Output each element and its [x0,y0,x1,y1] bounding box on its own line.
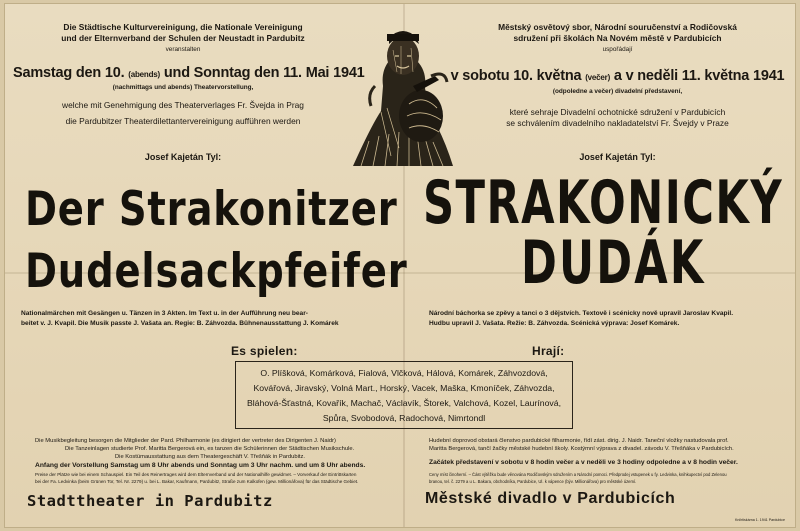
czech-subtitle [429,309,733,329]
czech-organizers [445,22,790,55]
czech-date-a: v sobotu 10. května [450,68,582,84]
german-cast-heading: Es spielen: [231,344,298,358]
czech-author: Josef Kajetán Tyl: [579,152,656,162]
german-date [13,65,365,83]
czech-date-a-note: (večer) [585,73,611,82]
german-subtitle [21,309,339,329]
german-date-a-note: (abends) [128,70,161,79]
german-perm-line-1: welche mit Genehmigung des Theaterverlages Fr. Švejda in Prag [62,100,304,110]
czech-sub-line-1: Národní báchorka se zpěvy a tanci o 3 dějstvích. Textově i scénicky nově upravil Jaroslav Kvapil. [429,310,734,317]
german-note-1: Die Musikbegleitung besorgen die Mitglieder der Pard. Philharmonie (es dirigiert der vertreter des Dirigenten J. Naidr) [35,438,336,444]
czech-note-2: Maritta Bergerová, tančí žačky městské hudební školy. Kostýmní výprava z divadel. závodu V. Třešňáka v Pardubicích. [429,446,734,452]
czech-fine-1: Ceny míst činoherní. – Část výtěžku bude věnována Rodičovským sdružením a Národní pomoci. Předprodej vstupenek u fy. Ledvinka, knihkupectví pod Zelenou [429,472,727,477]
poster [4,3,796,528]
german-perm-line-2: die Pardubitzer Theaterdilettantervereinigung aufführen werden [65,116,301,126]
german-title-line-1: Der Strakonitzer [25,182,398,237]
czech-date-sub: (odpoledne a večer) divadelní představení, [552,88,683,95]
czech-start-time: Začátek představení v sobotu v 8 hodin večer a v neděli ve 3 hodiny odpoledne a v 8 hodin večer. [429,459,738,466]
german-fine-1: Preise der Plätze wie bei einem Schauspiel. Ein Teil des Reinertrages wird dem Elternverband und der Nationalhilfe gewidmet. – Vorverkauf der Eintrittskarten [35,472,357,477]
german-org-line-2: und der Elternverband der Schulen der Neustadt in Pardubitz [61,33,305,43]
german-venue: Stadttheater in Pardubitz [27,492,273,510]
cast-line-3: Bláhová-Šťastná, Kovařík, Machač, Václavík, Štorek, Valchová, Kozel, Laurínová, [246,398,562,408]
czech-cast-heading: Hrají: [532,344,565,358]
german-date-sub: (nachmittags und abends) Theatervorstellung, [112,84,254,91]
czech-note-1: Hudební doprovod obstará členstvo pardubické filharmonie, řídí zást. dirig. J. Naidr. Taneční vložky nastudovala prof. [429,438,729,444]
german-note-2: Die Tanzeinlagen studierte Prof. Maritta Bergerová ein, es tanzen die Schülerinnen der Städtischen Musikschule. [65,446,355,452]
german-title-line-2: Dudelsackpfeifer [25,244,408,299]
bagpiper-woodcut-illustration [351,16,455,174]
german-fine-2: bei der Fa. Ledvinka (beim Grünen Tor, Tel. Nr. 2279) u. bei L. Bakar, Kaufmann, Pardubitz, Straße zum Kalkofen (gew. Millionářova) für das Städtische Gebiet. [35,479,359,484]
german-date-b: und Sonntag den 11. Mai 1941 [163,65,365,81]
cast-line-1: O. Plíšková, Komárková, Fialová, Vlčková, Hálová, Komárek, Záhvozdová, [260,368,548,378]
german-sub-line-1: Nationalmärchen mit Gesängen u. Tänzen in 3 Akten. Im Text u. in der Aufführung neu bear- [21,310,308,317]
german-note-3: Die Kostümausstattung aus dem Theatergeschäft V. Třešňák in Pardubitz. [115,454,306,460]
czech-venue: Městské divadlo v Pardubicích [425,490,676,507]
printer-mark: Knihtiskárna 1. 1941 Pardubice [735,518,785,522]
german-date-a: Samstag den 10. [13,65,125,81]
czech-org-line-2: sdružení při školách Na Novém městě v Pardubicích [513,33,722,43]
czech-usporadaji: uspořádají [602,46,633,53]
czech-title-line-2: DUDÁK [521,228,706,298]
german-organizers [13,22,353,55]
german-sub-line-2: beitet v. J. Kvapil. Die Musik passte J. Vašata an. Regie: B. Záhvozda. Bühnenausstattung J. Komárek [21,320,339,327]
german-start-time: Anfang der Vorstellung Samstag um 8 Uhr abends und Sonntag um 3 Uhr nachm. und um 8 Uhr abends. [35,462,366,469]
german-org-line-1: Die Städtische Kulturvereinigung, die Nationale Vereinigung [63,22,303,32]
czech-org-line-1: Městský osvětový sbor, Národní souručenství a Rodičovská [498,22,737,32]
czech-fine-2: branou, tel. č. 2279 a u L. Bakara, obchodníka, Pardubice, Ul. k vápence (býv. Millionářova) pro městské území. [429,479,637,484]
czech-date [445,68,790,86]
cast-line-2: Kovářová, Jiravský, Volná Mart., Horský, Vacek, Maška, Kmoníček, Záhvozda, [253,383,555,393]
czech-title-line-1: STRAKONICKÝ [423,168,784,238]
czech-perm-line-2: se schválením divadelního nakladatelství Fr. Švejdy v Praze [506,118,729,128]
czech-perm-line-1: které sehraje Divadelní ochotnické sdružení v Pardubicích [509,107,726,117]
cast-line-4: Spůra, Svobodová, Radochová, Nimrtondl [322,413,486,423]
czech-date-b: a v neděli 11. května 1941 [613,68,785,84]
czech-permission [445,107,790,129]
german-permission [13,100,353,127]
german-author: Josef Kajetán Tyl: [144,152,222,162]
german-veranstalten: veranstalten [165,46,201,53]
czech-sub-line-2: Hudbu upravil J. Vašata. Režie: B. Záhvozda. Scénická výprava: Josef Komárek. [429,320,680,327]
cast-box [235,361,573,429]
